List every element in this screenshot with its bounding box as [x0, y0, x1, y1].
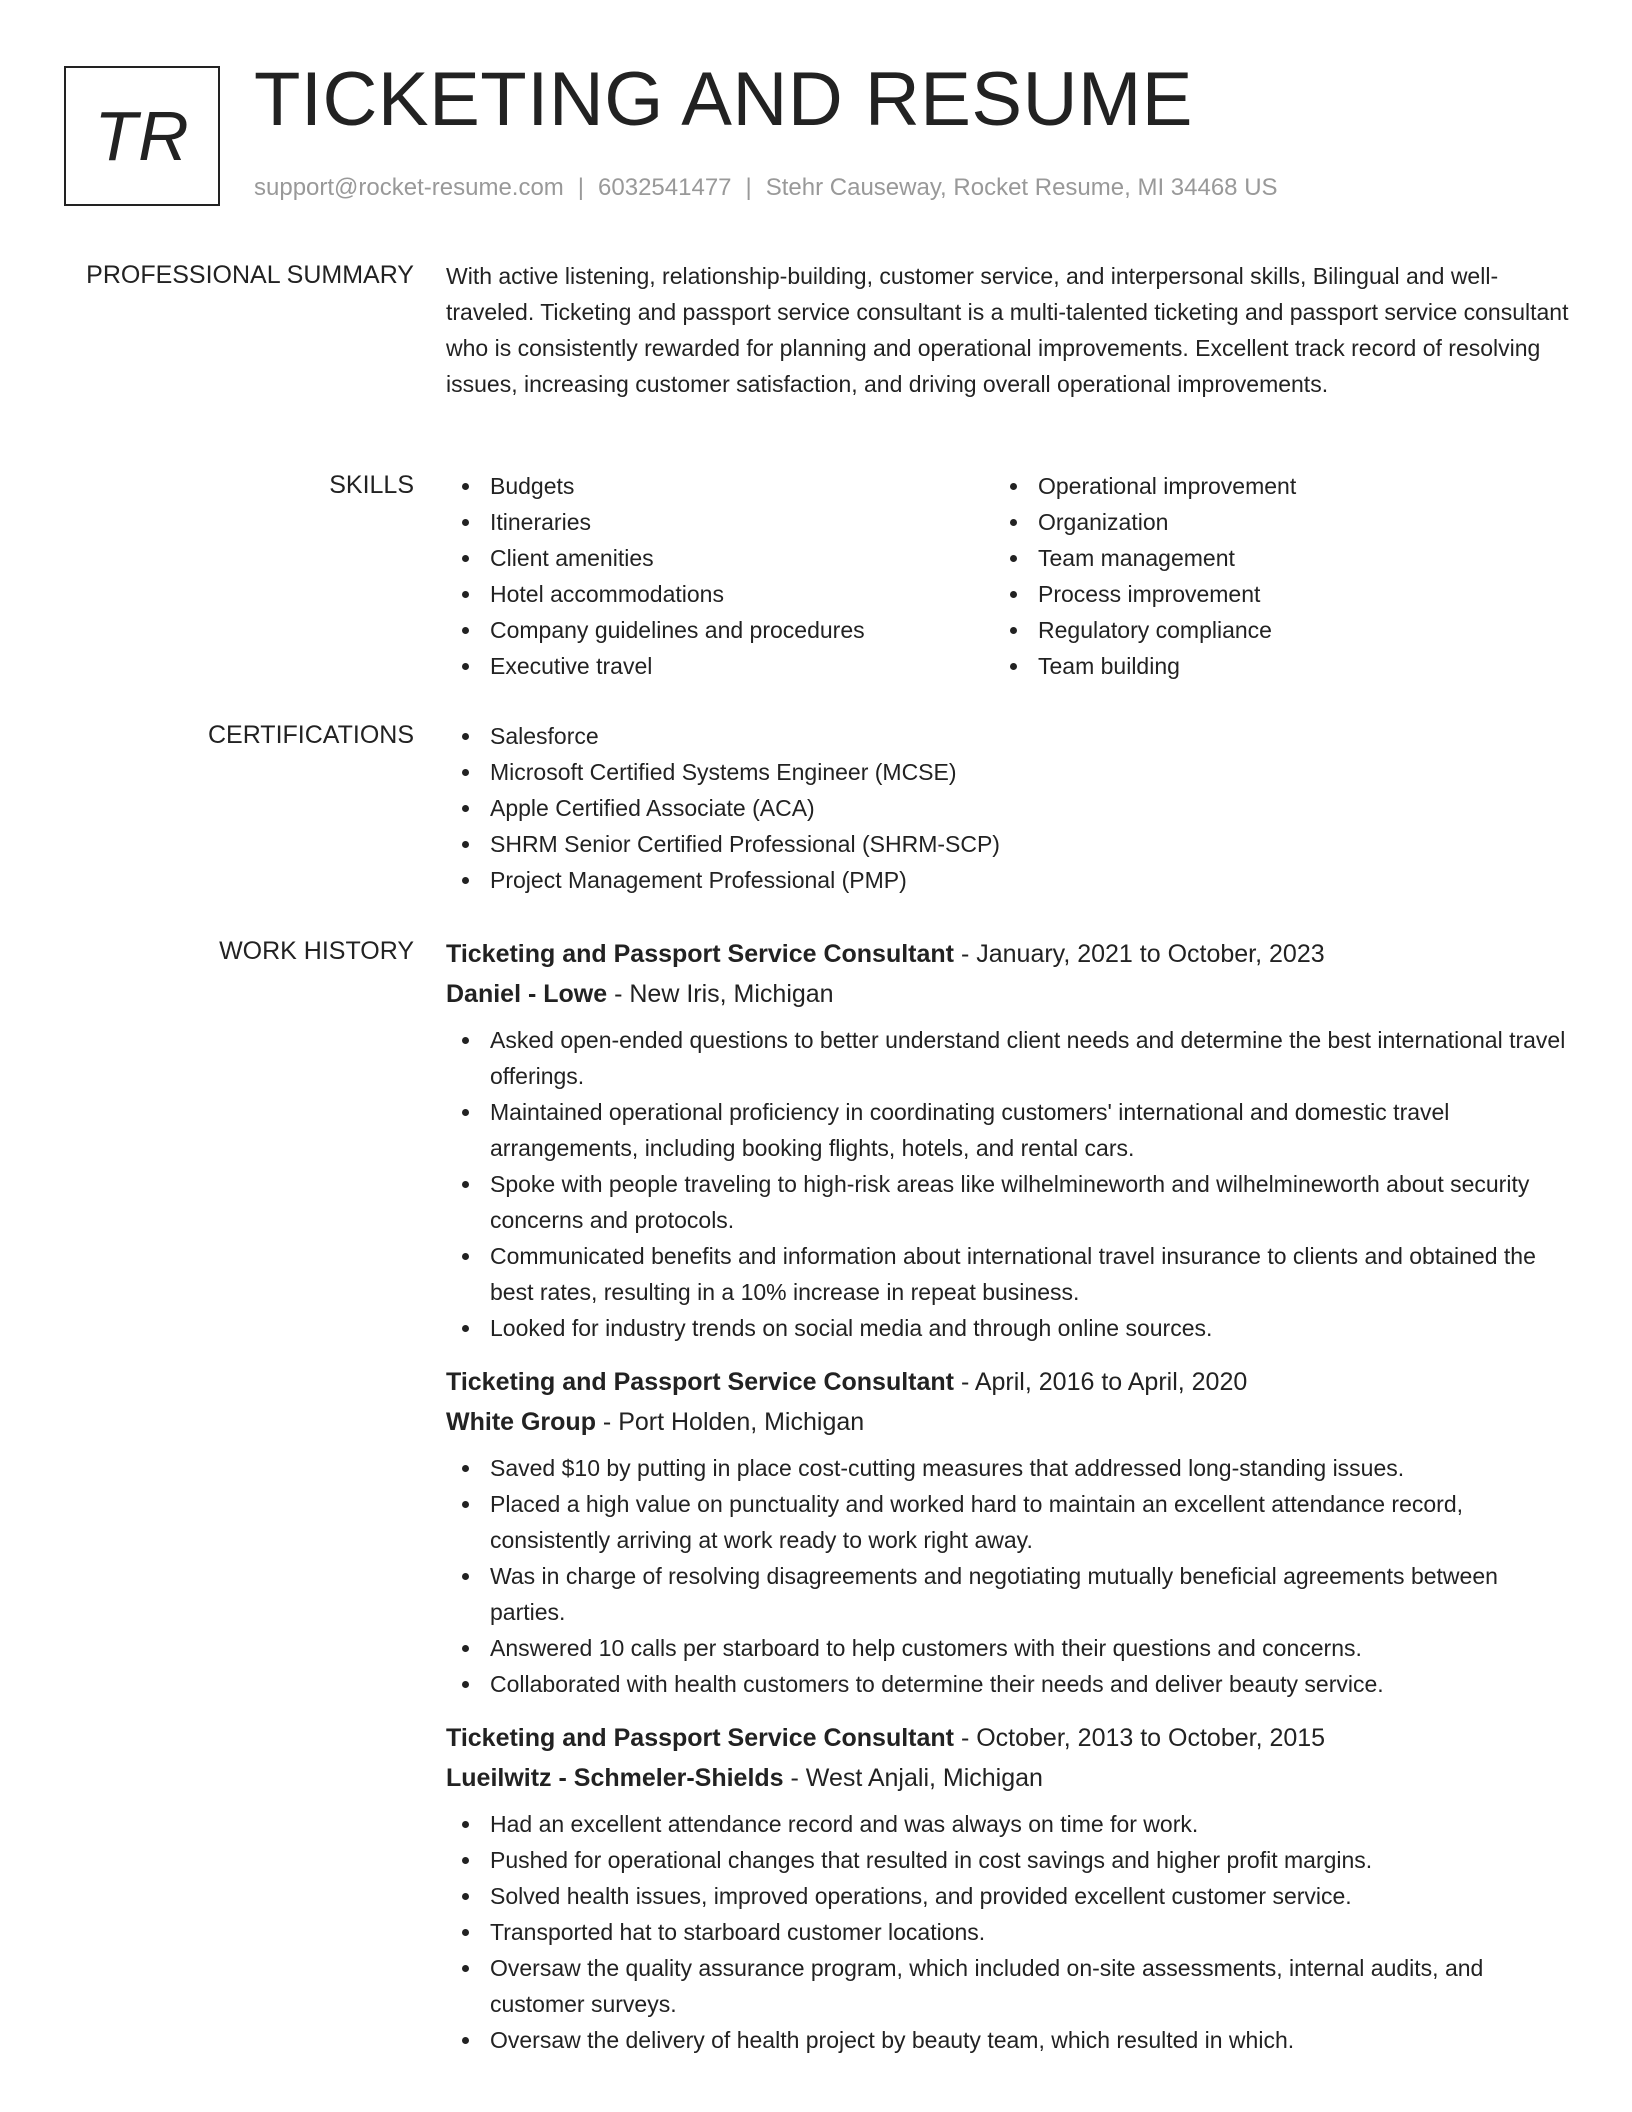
job-entry	[446, 1718, 1576, 2058]
job-bullet: Answered 10 calls per starboard to help customers with their questions and concerns.	[446, 1630, 1576, 1666]
job-bullet: Had an excellent attendance record and was always on time for work.	[446, 1806, 1576, 1842]
job-dates: - January, 2021 to October, 2023	[954, 940, 1325, 968]
skill-item: Team building	[994, 648, 1542, 684]
job-bullet: Transported hat to starboard customer locations.	[446, 1914, 1576, 1950]
skill-item: Company guidelines and procedures	[446, 612, 994, 648]
job-entry	[446, 934, 1576, 1346]
job-role: Ticketing and Passport Service Consultant	[446, 1368, 955, 1396]
certification-item: Microsoft Certified Systems Engineer (MCSE)	[446, 754, 1576, 790]
job-company: White Group	[446, 1408, 596, 1436]
skill-item: Operational improvement	[994, 468, 1542, 504]
summary-text: With active listening, relationship-building, customer service, and interpersonal skills, Bilingual and well-traveled. Ticketing and passport service consultant is a multi-talented ticketing and passport service consultant who is consistently rewarded for planning and operational improvements. Excellent track record of resolving issues, increasing customer satisfaction, and driving overall operational improvements.	[446, 263, 1569, 397]
contact-phone[interactable]: 6032541477	[598, 174, 732, 201]
job-bullet: Communicated benefits and information about international travel insurance to clients and obtained the best rates, resulting in a 10% increase in repeat business.	[446, 1238, 1576, 1310]
job-bullet: Spoke with people traveling to high-risk areas like wilhelmineworth and wilhelmineworth about security concerns and protocols.	[446, 1166, 1576, 1238]
job-bullet: Oversaw the quality assurance program, which included on-site assessments, internal audits, and customer surveys.	[446, 1950, 1576, 2022]
job-bullet: Was in charge of resolving disagreements and negotiating mutually beneficial agreements between parties.	[446, 1558, 1576, 1630]
job-role-line	[446, 1362, 1576, 1402]
job-bullets	[446, 1022, 1576, 1346]
section-title: SKILLS	[329, 471, 414, 499]
job-company: Daniel - Lowe	[446, 980, 608, 1008]
skill-item: Team management	[994, 540, 1542, 576]
skills-list-left	[446, 468, 994, 684]
job-location: - New Iris, Michigan	[607, 980, 834, 1008]
job-bullet: Placed a high value on punctuality and worked hard to maintain an excellent attendance record, consistently arriving at work ready to work right away.	[446, 1486, 1576, 1558]
skill-item: Itineraries	[446, 504, 994, 540]
job-bullet: Maintained operational proficiency in coordinating customers' international and domestic travel arrangements, including booking flights, hotels, and rental cars.	[446, 1094, 1576, 1166]
certification-item: Apple Certified Associate (ACA)	[446, 790, 1576, 826]
job-role: Ticketing and Passport Service Consultant	[446, 940, 955, 968]
skill-item: Organization	[994, 504, 1542, 540]
certification-item: Salesforce	[446, 718, 1576, 754]
section-title: WORK HISTORY	[219, 937, 414, 965]
job-entry	[446, 1362, 1576, 1702]
job-role-line	[446, 934, 1576, 974]
job-company-line	[446, 974, 1576, 1014]
section-title: CERTIFICATIONS	[207, 721, 414, 749]
section-body	[446, 258, 1576, 402]
job-location: - West Anjali, Michigan	[783, 1764, 1043, 1792]
contact-email[interactable]: support@rocket-resume.com	[254, 174, 564, 201]
job-location: - Port Holden, Michigan	[595, 1408, 865, 1436]
skill-item: Client amenities	[446, 540, 994, 576]
skill-item: Executive travel	[446, 648, 994, 684]
section-body	[446, 934, 1576, 2074]
contact-address: Stehr Causeway, Rocket Resume, MI 34468 US	[765, 174, 1278, 201]
contact-separator: |	[745, 174, 752, 201]
job-role: Ticketing and Passport Service Consultant	[446, 1724, 955, 1752]
section-body	[446, 718, 1576, 898]
job-bullets	[446, 1450, 1576, 1702]
skills-list-right	[994, 468, 1542, 684]
job-bullets	[446, 1806, 1576, 2058]
job-bullet: Saved $10 by putting in place cost-cutting measures that addressed long-standing issues.	[446, 1450, 1576, 1486]
job-dates: - October, 2013 to October, 2015	[954, 1724, 1326, 1752]
contact-line	[254, 174, 1278, 202]
job-bullet: Looked for industry trends on social media and through online sources.	[446, 1310, 1576, 1346]
job-bullet: Asked open-ended questions to better understand client needs and determine the best international travel offerings.	[446, 1022, 1576, 1094]
job-bullet: Pushed for operational changes that resulted in cost savings and higher profit margins.	[446, 1842, 1576, 1878]
monogram-logo: TR	[64, 66, 220, 206]
skill-item: Regulatory compliance	[994, 612, 1542, 648]
certification-item: Project Management Professional (PMP)	[446, 862, 1576, 898]
certification-item: SHRM Senior Certified Professional (SHRM-SCP)	[446, 826, 1576, 862]
job-role-line	[446, 1718, 1576, 1758]
job-bullet: Solved health issues, improved operations, and provided excellent customer service.	[446, 1878, 1576, 1914]
section-title: PROFESSIONAL SUMMARY	[86, 261, 414, 289]
skill-item: Budgets	[446, 468, 994, 504]
job-bullet: Collaborated with health customers to determine their needs and deliver beauty service.	[446, 1666, 1576, 1702]
job-company-line	[446, 1758, 1576, 1798]
page-title: TICKETING AND RESUME	[254, 57, 1193, 142]
skill-item: Process improvement	[994, 576, 1542, 612]
job-company-line	[446, 1402, 1576, 1442]
skill-item: Hotel accommodations	[446, 576, 994, 612]
certifications-list	[446, 718, 1576, 898]
job-bullet: Oversaw the delivery of health project by beauty team, which resulted in which.	[446, 2022, 1576, 2058]
job-company: Lueilwitz - Schmeler-Shields	[446, 1764, 784, 1792]
section-body	[446, 468, 1576, 684]
contact-separator: |	[577, 174, 585, 201]
job-dates: - April, 2016 to April, 2020	[954, 1368, 1248, 1396]
